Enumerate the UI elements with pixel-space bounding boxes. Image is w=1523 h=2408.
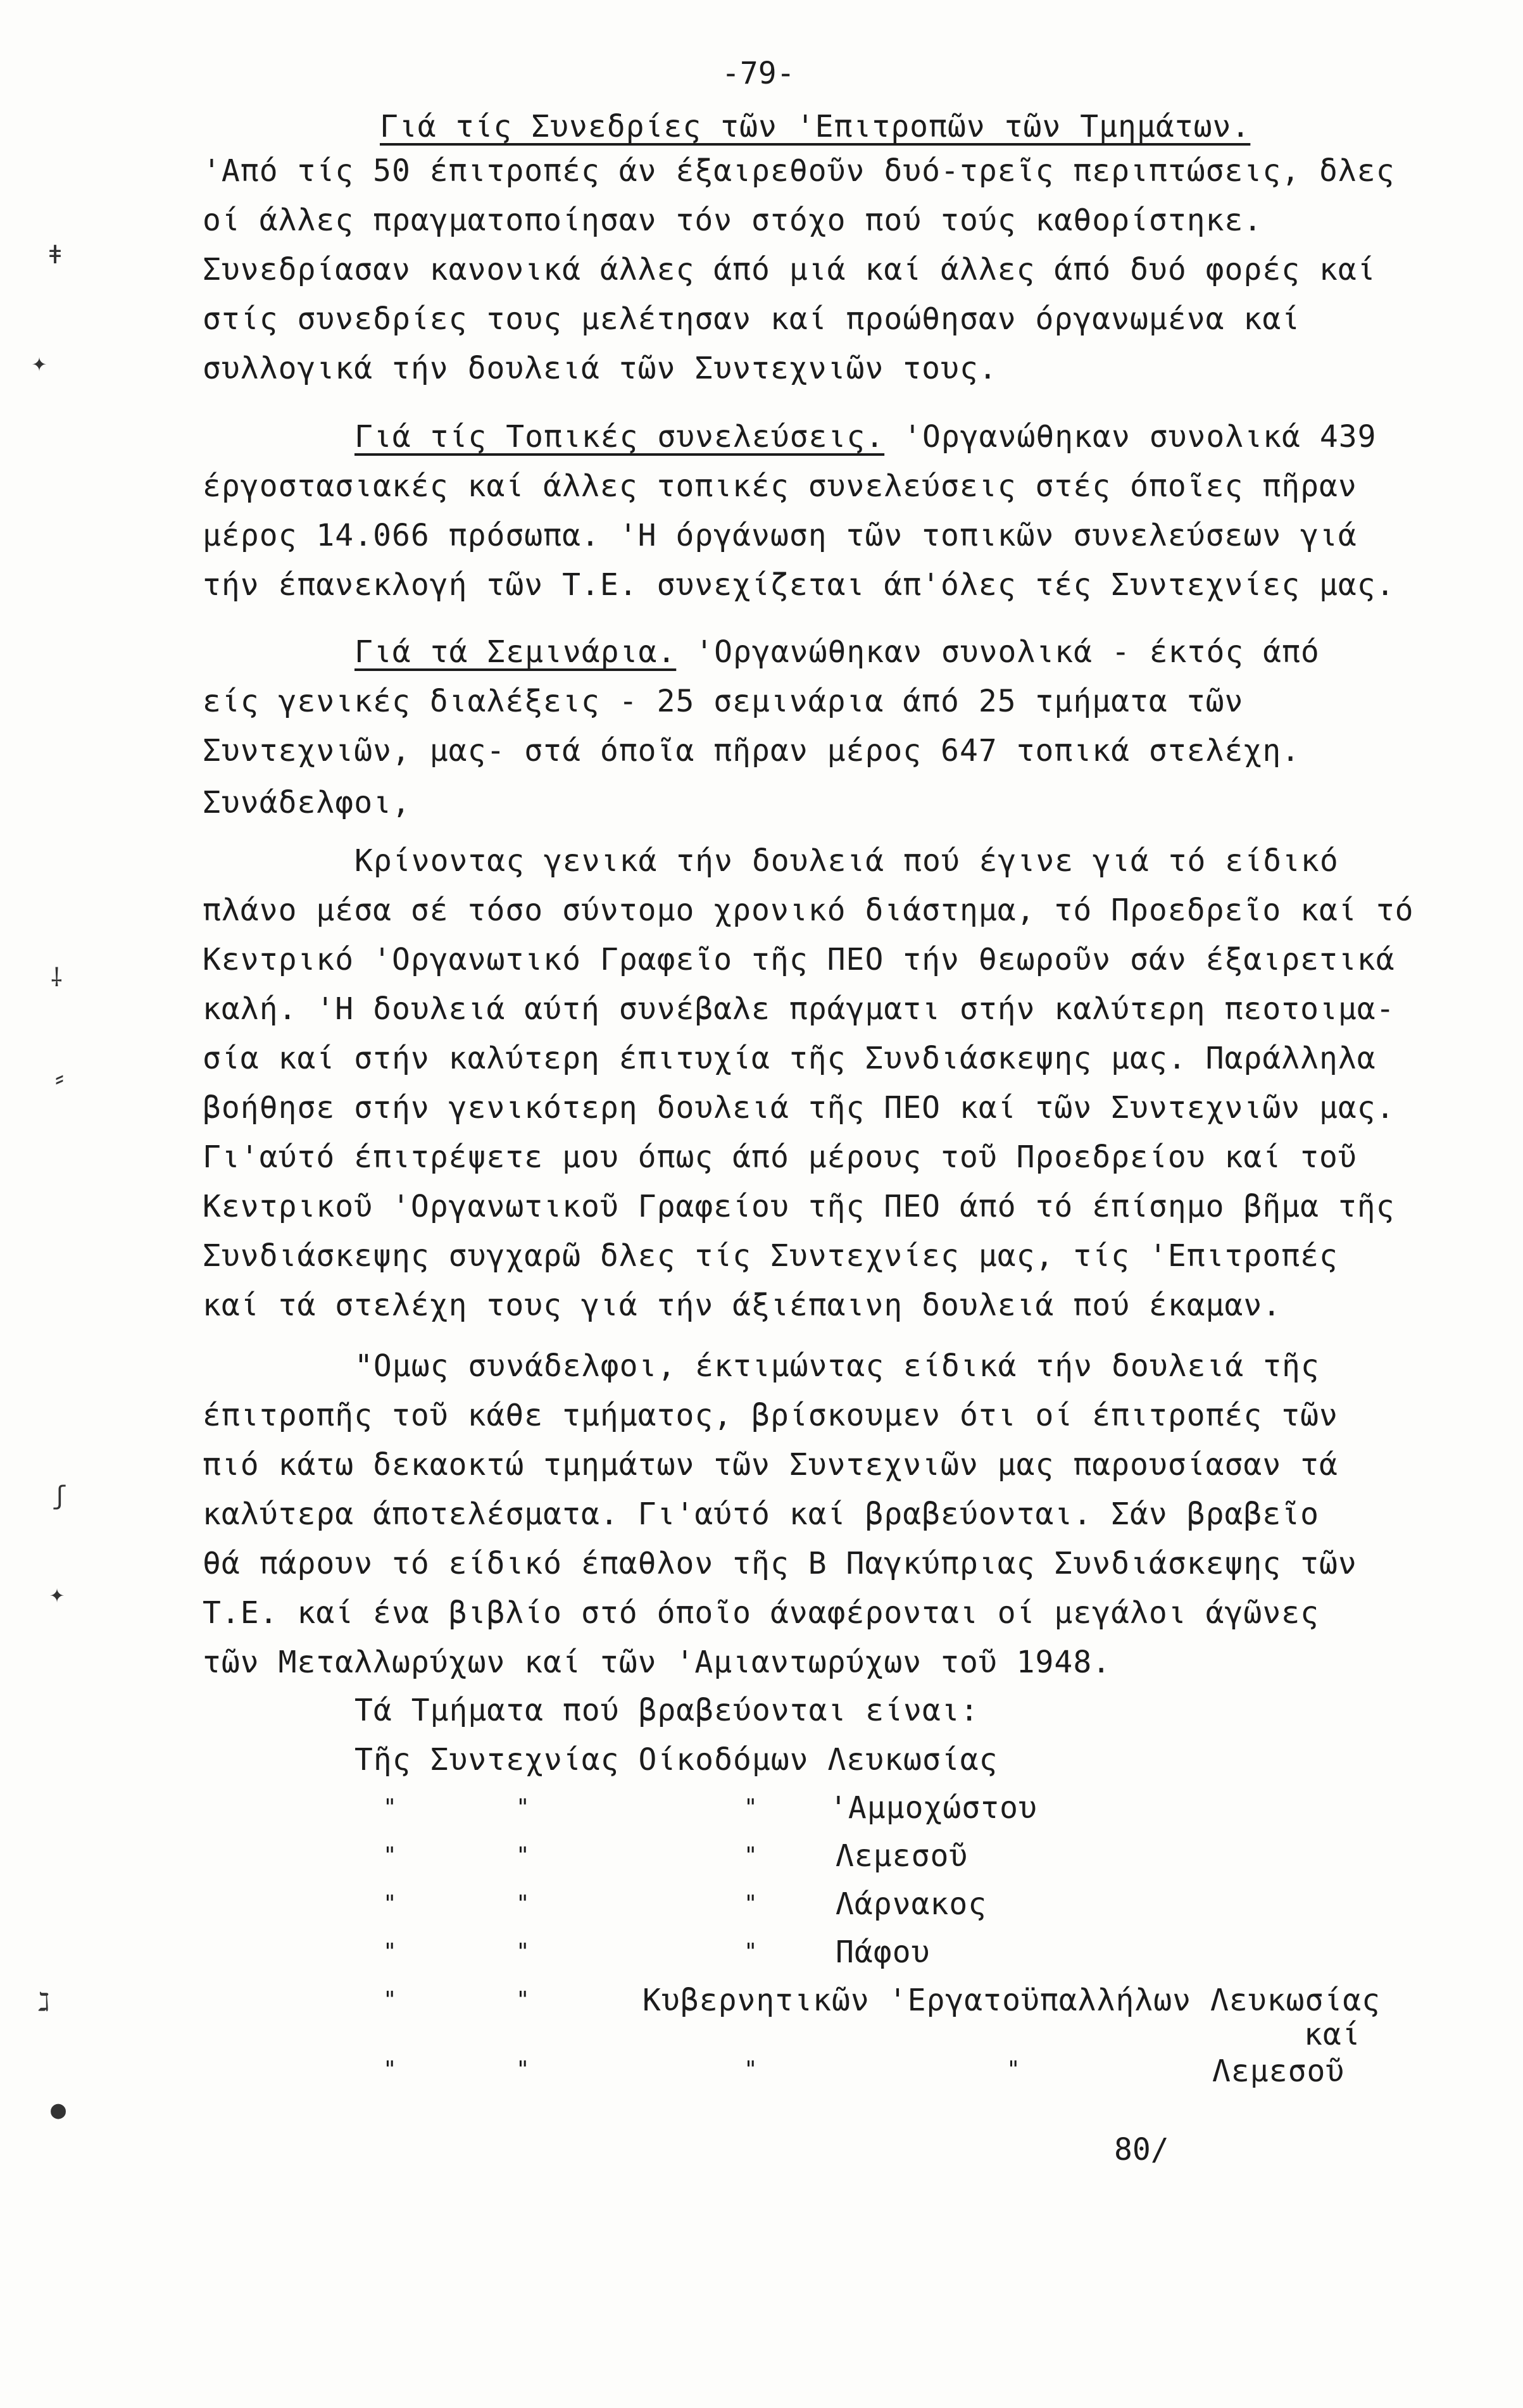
paragraph-line: οί άλλες πραγματοποίησαν τόν στόχο πού τούς καθορίστηκε. <box>203 203 1263 238</box>
list-item: Λεμεσοῦ <box>1212 2054 1345 2089</box>
paragraph-line: Συντεχνιῶν, μας- στά όποῖα πῆραν μέρος 647 τοπικά στελέχη. <box>203 733 1301 768</box>
list-item: Λεμεσοῦ <box>836 1838 968 1874</box>
ditto-mark: " <box>744 1939 758 1965</box>
ditto-mark: " <box>383 1843 397 1869</box>
ditto-mark: " <box>516 1843 530 1869</box>
ditto-mark: " <box>516 1987 530 2013</box>
salutation: Συνάδελφοι, <box>203 785 411 820</box>
heading-local: Γιά τίς Τοπικές συνελεύσεις. <box>354 419 885 455</box>
paragraph-line: είς γενικές διαλέξεις - 25 σεμινάρια άπό 25 τμήματα τῶν <box>203 684 1244 719</box>
ditto-mark: " <box>744 1843 758 1869</box>
paragraph-text: 'Οργανώθηκαν συνολικά 439 <box>884 419 1377 455</box>
ditto-mark: " <box>1006 2057 1020 2083</box>
ditto-mark: " <box>383 2057 397 2083</box>
margin-mark: ✦ <box>49 1579 65 1608</box>
ditto-mark: " <box>383 1795 397 1821</box>
paragraph-line: στίς συνεδρίες τους μελέτησαν καί προώθησαν όργανωμένα καί <box>203 301 1301 337</box>
paragraph-line: Τ.Ε. καί ένα βιβλίο στό όποῖο άναφέρονται οί μεγάλοι άγῶνες <box>203 1595 1320 1631</box>
paragraph-line: σία καί στήν καλύτερη έπιτυχία τῆς Συνδιάσκεψης μας. Παράλληλα <box>203 1041 1376 1076</box>
list-item: Κυβερνητικῶν 'Εργατοϋπαλλήλων Λευκωσίας <box>642 1983 1381 2018</box>
margin-mark: ℷ <box>38 1988 50 2017</box>
paragraph-line: συλλογικά τήν δουλειά τῶν Συντεχνιῶν τους. <box>203 351 998 386</box>
next-page-number: 80/ <box>1114 2132 1169 2167</box>
paragraph-text: 'Οργανώθηκαν συνολικά - έκτός άπό <box>676 634 1320 670</box>
paragraph-line: μέρος 14.066 πρόσωπα. 'Η όργάνωση τῶν τοπικῶν συνελεύσεων γιά <box>203 518 1357 553</box>
paragraph-line: καλή. 'Η δουλειά αύτή συνέβαλε πράγματι στήν καλύτερη πεοτοιμα- <box>203 991 1395 1027</box>
paragraph-line: Συνδιάσκεψης συγχαρῶ δλες τίς Συντεχνίες μας, τίς 'Επιτροπές <box>203 1238 1338 1274</box>
ditto-mark: " <box>516 1939 530 1965</box>
paragraph-line: έπιτροπῆς τοῦ κάθε τμήματος, βρίσκουμεν ότι οί έπιτροπές τῶν <box>203 1398 1338 1433</box>
paragraph-line: πλάνο μέσα σέ τόσο σύντομο χρονικό διάστημα, τό Προεδρεῖο καί τό <box>203 893 1414 928</box>
paragraph-line: "Ομως συνάδελφοι, έκτιμώντας είδικά τήν δουλειά τῆς <box>354 1348 1320 1384</box>
ditto-mark: " <box>744 1891 758 1917</box>
paragraph-line: καί τά στελέχη τους γιά τήν άξιέπαινη δουλειά πού έκαμαν. <box>203 1288 1282 1323</box>
paragraph-line: έργοστασιακές καί άλλες τοπικές συνελεύσεις στές όποῖες πῆραν <box>203 468 1357 504</box>
seminars-line <box>354 633 1320 671</box>
heading-seminars: Γιά τά Σεμινάρια. <box>354 634 677 670</box>
local-meetings-line <box>354 418 1377 456</box>
list-item: Πάφου <box>836 1935 931 1970</box>
page-number: -79- <box>722 56 795 91</box>
heading-committees: Γιά τίς Συνεδρίες τῶν 'Επιτροπῶν τῶν Τμημάτων. <box>380 109 1251 144</box>
list-item: Τῆς Συντεχνίας Οίκοδόμων Λευκωσίας <box>354 1742 998 1778</box>
ditto-mark: " <box>516 2057 530 2083</box>
paragraph-line: τῶν Μεταλλωρύχων καί τῶν 'Αμιαντωρύχων τοῦ 1948. <box>203 1645 1112 1680</box>
margin-mark: ● <box>51 2095 66 2124</box>
paragraph-line: Γι'αύτό έπιτρέψετε μου όπως άπό μέρους τοῦ Προεδρείου καί τοῦ <box>203 1139 1357 1175</box>
ditto-mark: " <box>516 1891 530 1917</box>
paragraph-line: Κρίνοντας γενικά τήν δουλειά πού έγινε γιά τό είδικό <box>354 843 1339 879</box>
margin-mark: ǂ <box>47 241 63 270</box>
paragraph-line: Κεντρικοῦ 'Οργανωτικοῦ Γραφείου τῆς ΠΕΟ άπό τό έπίσημο βῆμα τῆς <box>203 1189 1395 1224</box>
paragraph-line: πιό κάτω δεκαοκτώ τμημάτων τῶν Συντεχνιῶν μας παρουσίασαν τά <box>203 1447 1338 1483</box>
paragraph-line: Συνεδρίασαν κανονικά άλλες άπό μιά καί άλλες άπό δυό φορές καί <box>203 252 1376 287</box>
margin-mark: ✦ <box>32 348 47 377</box>
ditto-mark: " <box>383 1987 397 2013</box>
ditto-mark: " <box>383 1939 397 1965</box>
paragraph-line: τήν έπανεκλογή τῶν Τ.Ε. συνεχίζεται άπ'όλες τές Συντεχνίες μας. <box>203 567 1395 603</box>
list-item: καί <box>1304 2017 1361 2052</box>
paragraph-line: καλύτερα άποτελέσματα. Γι'αύτό καί βραβεύονται. Σάν βραβεῖο <box>203 1496 1320 1532</box>
paragraph-line: βοήθησε στήν γενικότερη δουλειά τῆς ΠΕΟ καί τῶν Συντεχνιῶν μας. <box>203 1090 1395 1126</box>
paragraph-line: θά πάρουν τό είδικό έπαθλον τῆς Β Παγκύπριας Συνδιάσκεψης τῶν <box>203 1546 1357 1581</box>
paragraph-line: 'Από τίς 50 έπιτροπές άν έξαιρεθοῦν δυό-τρεῖς περιπτώσεις, δλες <box>203 153 1395 189</box>
margin-mark: ʃ <box>52 1481 68 1510</box>
ditto-mark: " <box>516 1795 530 1821</box>
ditto-mark: " <box>383 1891 397 1917</box>
list-item: 'Αμμοχώστου <box>829 1790 1037 1826</box>
margin-mark: ⸸ <box>51 963 63 993</box>
margin-mark: ⸗ <box>52 1063 68 1093</box>
list-intro: Τά Τμήματα πού βραβεύονται είναι: <box>354 1693 979 1728</box>
ditto-mark: " <box>744 2057 758 2083</box>
list-item: Λάρνακος <box>836 1886 987 1922</box>
ditto-mark: " <box>744 1795 758 1821</box>
paragraph-line: Κεντρικό 'Οργανωτικό Γραφεῖο τῆς ΠΕΟ τήν θεωροῦν σάν έξαιρετικά <box>203 942 1395 977</box>
